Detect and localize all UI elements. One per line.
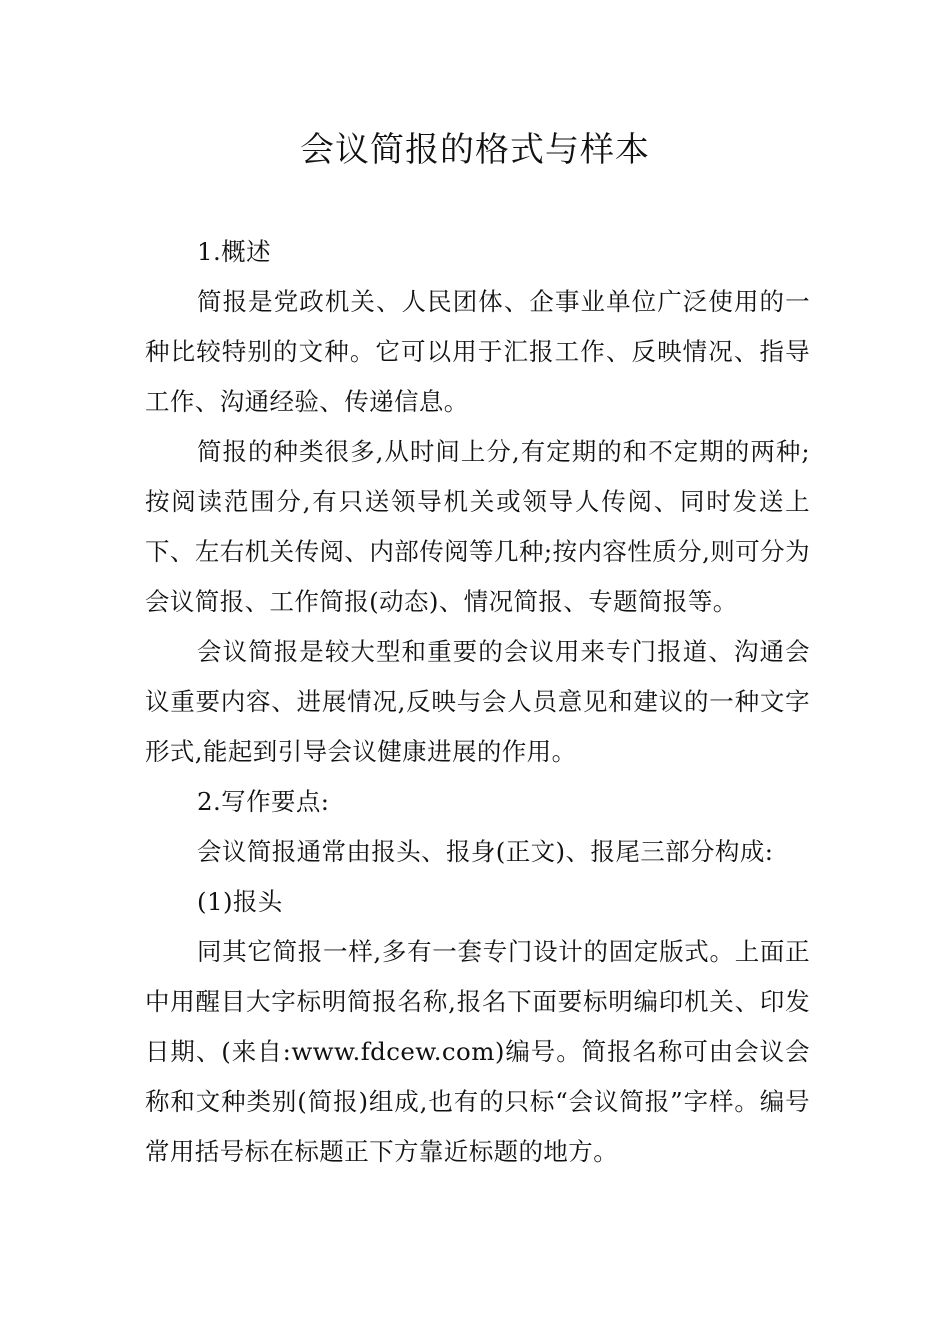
section-heading-overview: 1.概述 xyxy=(197,237,271,266)
paragraph-definition: 简报是党政机关、人民团体、企事业单位广泛使用的一种比较特别的文种。它可以用于汇报工作、反映情况、指导工作、沟通经验、传递信息。 xyxy=(145,287,810,416)
document-body xyxy=(145,227,810,1177)
paragraph-types: 简报的种类很多,从时间上分,有定期的和不定期的两种;按阅读范围分,有只送领导机关或领导人传阅、同时发送上下、左右机关传阅、内部传阅等几种;按内容性质分,则可分为会议简报、工作简报(动态)、情况简报、专题简报等。 xyxy=(145,437,810,616)
paragraph-structure: 会议简报通常由报头、报身(正文)、报尾三部分构成: xyxy=(197,837,774,866)
document-title: 会议简报的格式与样本 xyxy=(300,130,650,170)
subsection-heading-masthead: (1)报头 xyxy=(197,887,283,916)
paragraph-masthead-details: 同其它简报一样,多有一套专门设计的固定版式。上面正中用醒目大字标明简报名称,报名下面要标明编印机关、印发日期、(来自:www.fdcew.com)编号。简报名称可由会议会称和文种类别(简报)组成,也有的只标“会议简报”字样。编号常用括号标在标题正下方靠近标题的地方。 xyxy=(145,937,810,1166)
section-heading-writing-points: 2.写作要点: xyxy=(197,787,330,816)
paragraph-meeting-briefing: 会议简报是较大型和重要的会议用来专门报道、沟通会议重要内容、进展情况,反映与会人员意见和建议的一种文字形式,能起到引导会议健康进展的作用。 xyxy=(145,637,810,766)
